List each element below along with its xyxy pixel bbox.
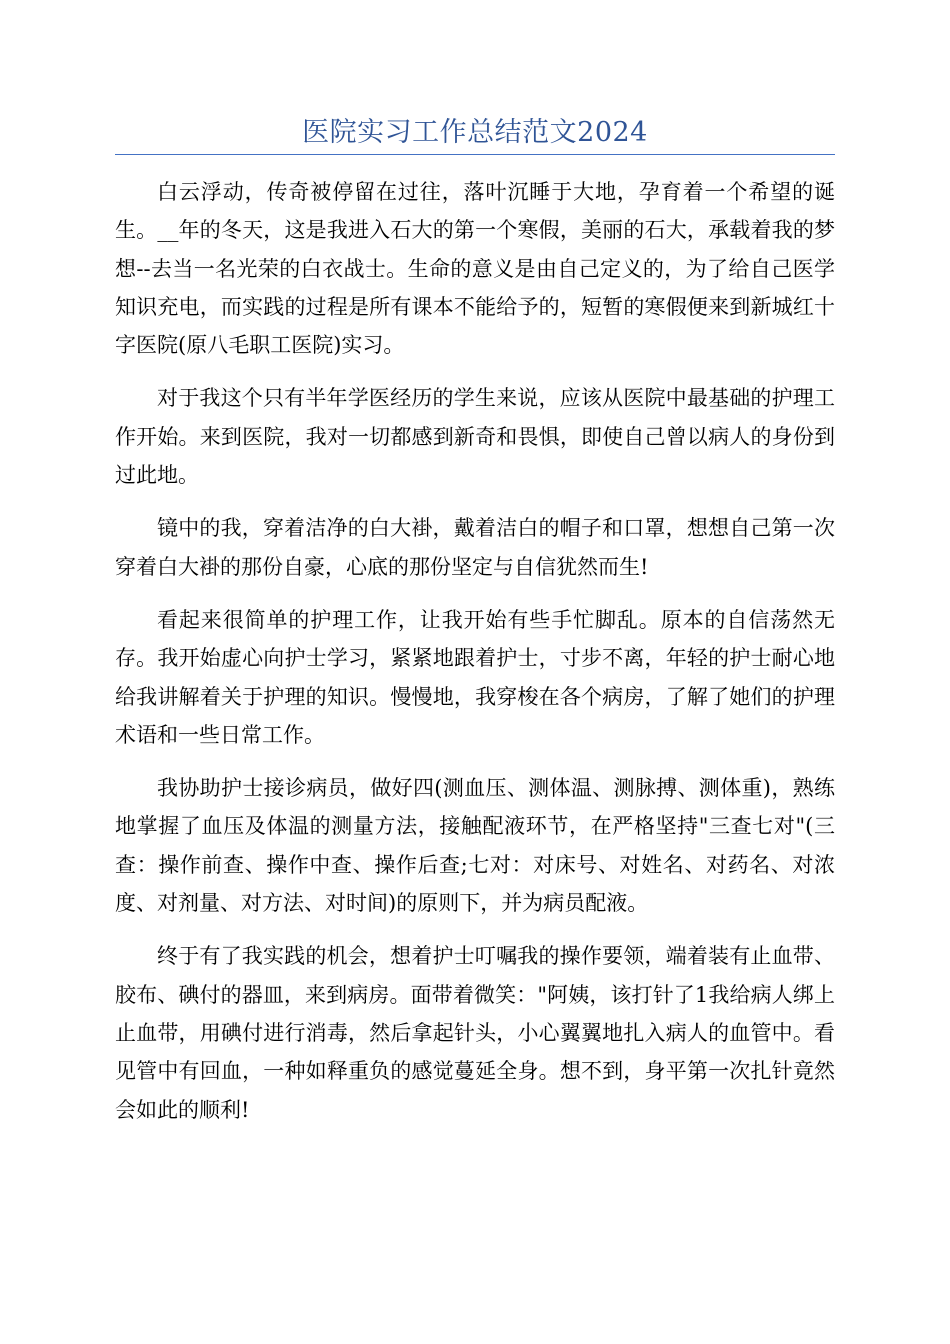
paragraph: 白云浮动，传奇被停留在过往，落叶沉睡于大地，孕育着一个希望的诞生。__年的冬天，这是我进入石大的第一个寒假，美丽的石大，承载着我的梦想--去当一名光荣的白衣战士。生命的意义是由自己定义的，为了给自己医学知识充电，而实践的过程是所有课本不能给予的，短暂的寒假便来到新城红十字医院(原八毛职工医院)实习。: [115, 180, 835, 358]
paragraph: 对于我这个只有半年学医经历的学生来说，应该从医院中最基础的护理工作开始。来到医院，我对一切都感到新奇和畏惧，即使自己曾以病人的身份到过此地。: [115, 386, 835, 488]
document-title: 医院实习工作总结范文2024: [302, 117, 648, 148]
paragraph: 终于有了我实践的机会，想着护士叮嘱我的操作要领，端着装有止血带、胶布、碘付的器皿，来到病房。面带着微笑："阿姨，该打针了1我给病人绑上止血带，用碘付进行消毒，然后拿起针头，小心翼翼地扎入病人的血管中。看见管中有回血，一种如释重负的感觉蔓延全身。想不到，身平第一次扎针竟然会如此的顺利!: [115, 944, 835, 1122]
document-body: [115, 173, 835, 1144]
paragraph: 看起来很简单的护理工作，让我开始有些手忙脚乱。原本的自信荡然无存。我开始虚心向护士学习，紧紧地跟着护士，寸步不离，年轻的护士耐心地给我讲解着关于护理的知识。慢慢地，我穿梭在各个病房，了解了她们的护理术语和一些日常工作。: [115, 607, 835, 747]
title-underline-rule: [115, 154, 835, 155]
paragraph: 镜中的我，穿着洁净的白大褂，戴着洁白的帽子和口罩，想想自己第一次穿着白大褂的那份自豪，心底的那份坚定与自信犹然而生!: [115, 516, 835, 579]
paragraph: 我协助护士接诊病员，做好四(测血压、测体温、测脉搏、测体重)，熟练地掌握了血压及体温的测量方法，接触配液环节，在严格坚持"三查七对"(三查：操作前查、操作中查、操作后查;七对：对床号、对姓名、对药名、对浓度、对剂量、对方法、对时间)的原则下，并为病员配液。: [115, 776, 835, 916]
